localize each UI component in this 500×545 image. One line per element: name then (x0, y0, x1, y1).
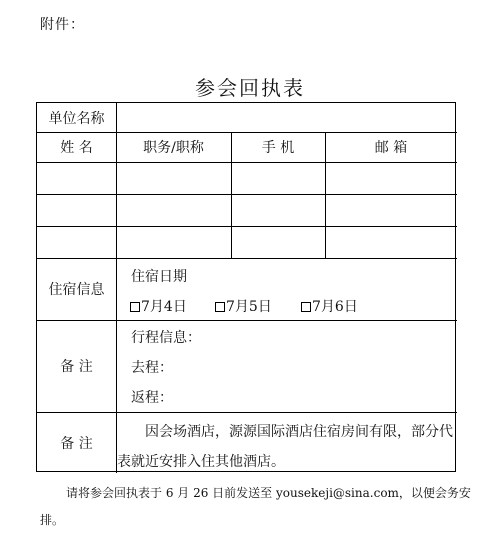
unit-name-label: 单位名称 (48, 110, 105, 127)
attachment-label: 附件： (40, 17, 85, 33)
hotel-note-line1: 因会场酒店，源源国际酒店住宿房间有限，部分代 (145, 424, 453, 440)
column-header-phone: 手 机 (261, 140, 295, 156)
attendee-position-field[interactable] (117, 163, 231, 194)
form-title: 参会回执表 (195, 76, 305, 100)
attendee-position-field[interactable] (117, 227, 231, 258)
attendee-name-field[interactable] (37, 227, 116, 258)
attendee-phone-field[interactable] (232, 227, 325, 258)
registration-form-table (36, 102, 456, 472)
attendee-email-field[interactable] (326, 163, 457, 194)
lodging-option-july5[interactable]: 7月5日 (215, 296, 272, 316)
footer-instruction-line2: 排。 (40, 513, 65, 527)
column-header-position: 职务/职称 (143, 140, 204, 156)
attendee-name-field[interactable] (37, 195, 116, 226)
attendee-email-field[interactable] (326, 227, 457, 258)
lodging-date-label: 住宿日期 (131, 269, 187, 285)
return-field[interactable] (177, 383, 447, 407)
column-header-email: 邮 箱 (374, 140, 408, 156)
lodging-option-july6[interactable]: 7月6日 (301, 296, 358, 316)
attendee-phone-field[interactable] (232, 163, 325, 194)
footer-instruction-line1: 请将参会回执表于 6 月 26 日前发送至 yousekeji@sina.com，以便会务安 (66, 486, 471, 500)
checkbox-icon[interactable] (301, 302, 311, 312)
lodging-label: 住宿信息 (48, 282, 105, 298)
checkbox-icon[interactable] (130, 302, 140, 312)
checkbox-icon[interactable] (215, 302, 225, 312)
lodging-option-july4[interactable]: 7月4日 (130, 296, 187, 316)
outbound-field[interactable] (177, 353, 447, 377)
attendee-email-field[interactable] (326, 195, 457, 226)
attendee-position-field[interactable] (117, 195, 231, 226)
attendee-name-field[interactable] (37, 163, 116, 194)
remarks-label: 备 注 (60, 435, 93, 452)
outbound-label: 去程： (131, 360, 173, 376)
unit-name-field[interactable] (117, 103, 457, 132)
itinerary-label: 行程信息： (131, 330, 201, 346)
attendee-phone-field[interactable] (232, 195, 325, 226)
hotel-note-line2: 表就近安排入住其他酒店。 (117, 454, 285, 470)
column-header-name: 姓 名 (60, 140, 93, 156)
remarks-label: 备 注 (60, 359, 93, 375)
return-label: 返程： (131, 390, 173, 406)
